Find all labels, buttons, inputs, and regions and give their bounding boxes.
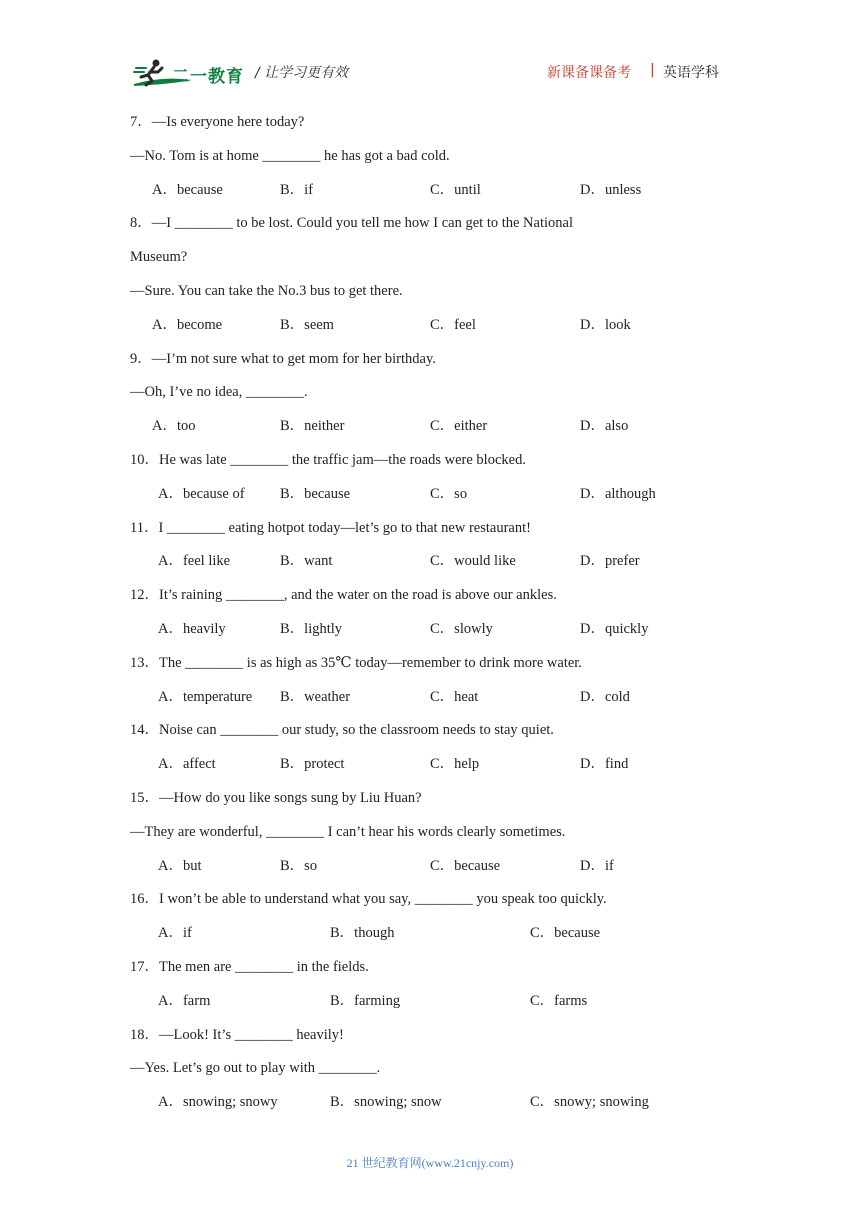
answer-option[interactable]: C．help bbox=[430, 756, 480, 773]
answer-option[interactable]: C．slowly bbox=[430, 620, 493, 637]
answer-option[interactable]: A．temperature bbox=[158, 688, 253, 705]
question-item bbox=[130, 516, 730, 584]
question-stem-line: 12．It’s raining ________, and the water on the road is above our ankles. bbox=[130, 587, 557, 604]
options-row bbox=[130, 989, 730, 1023]
question-item bbox=[130, 211, 730, 346]
question-stem-line: —Yes. Let’s go out to play with ________. bbox=[130, 1060, 381, 1077]
question-stem-line: 18．—Look! It’s ________ heavily! bbox=[130, 1026, 344, 1043]
options-row bbox=[130, 921, 730, 955]
answer-option[interactable]: D．unless bbox=[580, 181, 642, 198]
question-list bbox=[130, 110, 730, 1124]
question-stem-line: 9．—I’m not sure what to get mom for her birthday. bbox=[130, 350, 436, 367]
answer-option[interactable]: D．although bbox=[580, 485, 656, 502]
answer-option[interactable]: C．snowy; snowing bbox=[530, 1094, 649, 1111]
question-stem-line: —Sure. You can take the No.3 bus to get there. bbox=[130, 282, 403, 299]
options-row bbox=[130, 617, 730, 651]
answer-option[interactable]: B．protect bbox=[280, 756, 345, 773]
answer-option[interactable]: A．farm bbox=[158, 992, 211, 1009]
answer-option[interactable]: A．become bbox=[152, 316, 223, 333]
question-stem-line: 7．—Is everyone here today? bbox=[130, 114, 305, 130]
subject-label: 英语学科 bbox=[663, 65, 719, 81]
question-item bbox=[130, 347, 730, 448]
question-stem-line: 10．He was late ________ the traffic jam—the roads were blocked. bbox=[130, 451, 526, 468]
question-stem-line: 13．The ________ is as high as 35℃ today—remember to drink more water. bbox=[130, 654, 582, 671]
answer-option[interactable]: B．though bbox=[330, 925, 395, 942]
answer-option[interactable]: A．because of bbox=[158, 485, 245, 502]
page-header bbox=[0, 0, 860, 100]
answer-option[interactable]: C．would like bbox=[430, 553, 516, 570]
answer-option[interactable]: A．because bbox=[152, 181, 223, 198]
header-separator: | bbox=[650, 62, 655, 78]
answer-option[interactable]: D．look bbox=[580, 316, 631, 333]
answer-option[interactable]: A．if bbox=[158, 925, 192, 942]
answer-option[interactable]: D．quickly bbox=[580, 620, 649, 637]
answer-option[interactable]: B．lightly bbox=[280, 620, 343, 637]
answer-option[interactable]: C．heat bbox=[430, 688, 479, 705]
answer-option[interactable]: B．snowing; snow bbox=[330, 1094, 442, 1111]
answer-option[interactable]: C．farms bbox=[530, 992, 588, 1009]
answer-option[interactable]: D．cold bbox=[580, 688, 630, 705]
question-stem-line: 17．The men are ________ in the fields. bbox=[130, 958, 369, 975]
question-stem-line: 11．I ________ eating hotpot today—let’s go to that new restaurant! bbox=[130, 519, 531, 536]
question-stem-line: —Oh, I’ve no idea, ________. bbox=[130, 384, 308, 401]
options-row bbox=[130, 685, 730, 719]
answer-option[interactable]: D．also bbox=[580, 418, 629, 435]
options-row bbox=[130, 313, 730, 347]
answer-option[interactable]: C．feel bbox=[430, 316, 476, 333]
question-stem-line: Museum? bbox=[130, 249, 188, 266]
question-stem-line: —They are wonderful, ________ I can’t hear his words clearly sometimes. bbox=[130, 823, 566, 840]
question-stem-line: 15．—How do you like songs sung by Liu Huan? bbox=[130, 789, 422, 806]
question-stem-line: 8．—I ________ to be lost. Could you tell me how I can get to the National bbox=[130, 215, 573, 232]
answer-option[interactable]: B．want bbox=[280, 553, 333, 570]
answer-option[interactable]: A．snowing; snowy bbox=[158, 1094, 278, 1111]
options-row bbox=[130, 1090, 730, 1124]
logo-text: 二一教育 bbox=[172, 67, 244, 87]
answer-option[interactable]: B．farming bbox=[330, 992, 401, 1009]
options-row bbox=[130, 482, 730, 516]
question-item bbox=[130, 786, 730, 887]
answer-option[interactable]: A．but bbox=[158, 857, 202, 874]
slogan: / 让学习更有效 bbox=[255, 65, 349, 81]
answer-option[interactable]: A．heavily bbox=[158, 620, 226, 637]
answer-option[interactable]: B．neither bbox=[280, 418, 345, 435]
question-item bbox=[130, 651, 730, 719]
options-row bbox=[130, 752, 730, 786]
question-item bbox=[130, 448, 730, 516]
answer-option[interactable]: B．so bbox=[280, 857, 318, 874]
options-row bbox=[130, 178, 730, 212]
answer-option[interactable]: A．too bbox=[152, 418, 196, 435]
question-item bbox=[130, 955, 730, 1023]
answer-option[interactable]: C．until bbox=[430, 181, 481, 198]
answer-option[interactable]: C．either bbox=[430, 418, 488, 435]
answer-option[interactable]: B．if bbox=[280, 181, 314, 198]
question-item bbox=[130, 1023, 730, 1124]
answer-option[interactable]: A．feel like bbox=[158, 553, 231, 570]
options-row bbox=[130, 414, 730, 448]
answer-option[interactable]: B．weather bbox=[280, 688, 351, 705]
options-row bbox=[130, 854, 730, 888]
answer-option[interactable]: C．so bbox=[430, 485, 468, 502]
answer-option[interactable]: D．find bbox=[580, 756, 629, 773]
course-label: 新课备课备考 bbox=[547, 65, 631, 81]
question-item bbox=[130, 110, 730, 211]
answer-option[interactable]: A．affect bbox=[158, 756, 216, 773]
answer-option[interactable]: D．if bbox=[580, 857, 614, 874]
answer-option[interactable]: B．seem bbox=[280, 316, 334, 333]
answer-option[interactable]: C．because bbox=[530, 925, 601, 942]
question-item bbox=[130, 887, 730, 955]
question-stem-line: 14．Noise can ________ our study, so the classroom needs to stay quiet. bbox=[130, 722, 554, 739]
options-row bbox=[130, 549, 730, 583]
footer-source: 21 世纪教育网(www.21cnjy.com) bbox=[346, 1156, 514, 1170]
question-item bbox=[130, 583, 730, 651]
question-item bbox=[130, 718, 730, 786]
answer-option[interactable]: B．because bbox=[280, 485, 351, 502]
answer-option[interactable]: C．because bbox=[430, 857, 501, 874]
question-stem-line: —No. Tom is at home ________ he has got a bad cold. bbox=[130, 147, 450, 164]
question-stem-line: 16．I won’t be able to understand what you say, ________ you speak too quickly. bbox=[130, 891, 607, 908]
answer-option[interactable]: D．prefer bbox=[580, 553, 640, 570]
